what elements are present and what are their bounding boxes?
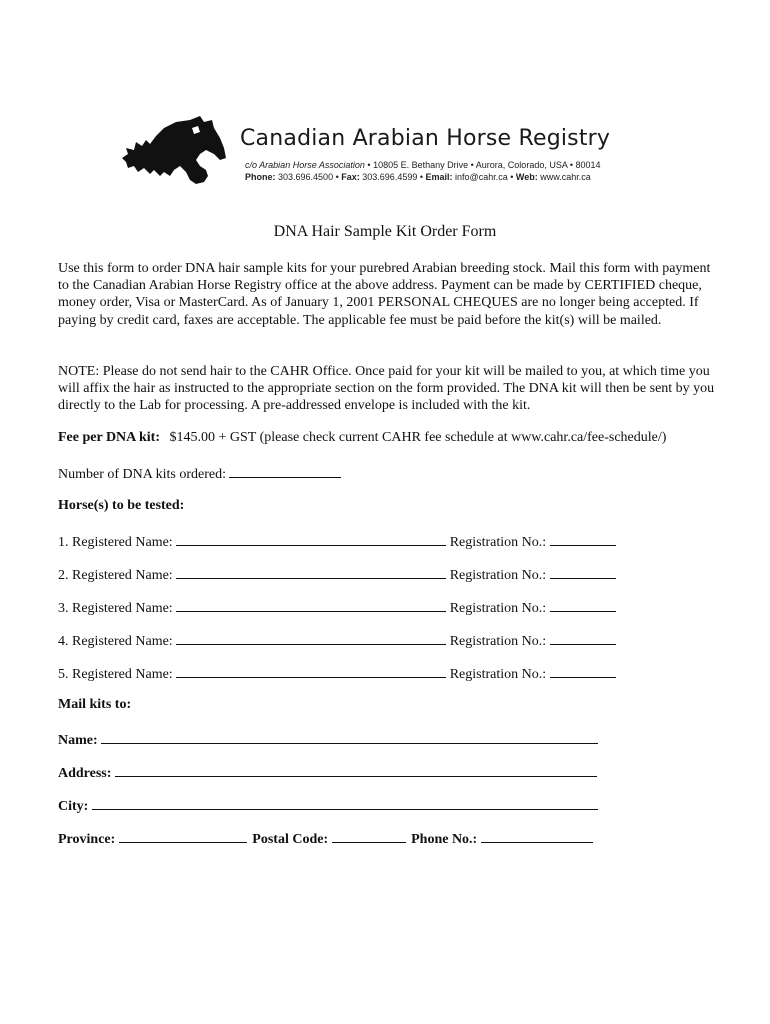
horse-row (58, 598, 616, 617)
horse-row (58, 631, 616, 650)
web-label: Web: (515, 172, 538, 182)
phone-no-field[interactable] (481, 829, 593, 843)
registration-no-field[interactable] (550, 631, 616, 645)
postal-code-field[interactable] (332, 829, 406, 843)
contact-info-line: Phone: 303.696.4500 • Fax: 303.696.4599 • Email: info@cahr.ca • Web: www.cahr.ca (245, 172, 591, 182)
email-address: info@cahr.ca (455, 172, 508, 182)
registration-no-field[interactable] (550, 598, 616, 612)
registration-no-label: Registration No.: (449, 601, 547, 616)
name-label: Name: (58, 733, 98, 748)
horse-row (58, 664, 616, 683)
province-label: Province: (58, 832, 116, 847)
registered-name-field[interactable] (176, 631, 446, 645)
email-label: Email: (425, 172, 453, 182)
fee-label: Fee per DNA kit: (58, 430, 160, 445)
note-paragraph: NOTE: Please do not send hair to the CAHR Office. Once paid for your kit will be mailed to you, at which time you will affix the hair as instructed to the appropriate section on the form provided. The DNA kit will then be sent by you directly to the Lab for processing. A pre-addressed envelope is included with the kit. (58, 364, 715, 414)
care-of: c/o Arabian Horse Association (245, 160, 365, 170)
kits-line (58, 464, 341, 483)
registration-no-label: Registration No.: (449, 634, 547, 649)
address-line (58, 763, 597, 782)
registration-no-field[interactable] (550, 664, 616, 678)
org-name: Canadian Arabian Horse Registry (240, 126, 611, 151)
province-line (58, 829, 593, 848)
registration-no-field[interactable] (550, 565, 616, 579)
intro-paragraph: Use this form to order DNA hair sample kits for your purebred Arabian breeding stock. Mail this form with payment to the Canadian Arabian Horse Registry office at the above address. Payment can be made by CERTIFIED cheque, money order, Visa or MasterCard. As of January 1, 2001 PERSONAL CHEQUES are no longer being accepted. If paying by credit card, faxes are acceptable. The applicable fee must be paid before the kit(s) will be mailed. (58, 261, 711, 328)
registered-name-label: 1. Registered Name: (58, 535, 173, 550)
city-field[interactable] (92, 796, 598, 810)
registered-name-field[interactable] (176, 664, 446, 678)
registered-name-field[interactable] (176, 565, 446, 579)
registered-name-field[interactable] (176, 598, 446, 612)
phone-label: Phone: (245, 172, 276, 182)
registered-name-label: 3. Registered Name: (58, 601, 173, 616)
city-label: City: (58, 799, 89, 814)
kits-label: Number of DNA kits ordered: (58, 467, 226, 482)
street-address: 10805 E. Bethany Drive • Aurora, Colorado, USA • 80014 (373, 160, 601, 170)
registered-name-field[interactable] (176, 532, 446, 546)
address-label: Address: (58, 766, 112, 781)
contact-address-line (245, 160, 601, 170)
registration-no-field[interactable] (550, 532, 616, 546)
mail-heading: Mail kits to: (58, 697, 132, 712)
horse-row (58, 565, 616, 584)
horse-row (58, 532, 616, 551)
address-field[interactable] (115, 763, 597, 777)
registration-no-label: Registration No.: (449, 667, 547, 682)
web-address: www.cahr.ca (540, 172, 591, 182)
bullet-separator: • (367, 160, 374, 170)
registered-name-label: 5. Registered Name: (58, 667, 173, 682)
registered-name-label: 2. Registered Name: (58, 568, 173, 583)
horses-heading: Horse(s) to be tested: (58, 498, 185, 513)
name-line (58, 730, 598, 749)
phone-number: 303.696.4500 (278, 172, 334, 182)
form-title: DNA Hair Sample Kit Order Form (273, 223, 497, 240)
fax-label: Fax: (341, 172, 360, 182)
fax-number: 303.696.4599 (362, 172, 418, 182)
fee-text: $145.00 + GST (please check current CAHR fee schedule at www.cahr.ca/fee-schedule/) (169, 430, 667, 445)
city-line (58, 796, 598, 815)
registration-no-label: Registration No.: (449, 535, 547, 550)
kits-count-field[interactable] (229, 464, 341, 478)
name-field[interactable] (101, 730, 598, 744)
phone-no-label: Phone No.: (411, 832, 478, 847)
fee-line (58, 430, 666, 446)
registered-name-label: 4. Registered Name: (58, 634, 173, 649)
postal-code-label: Postal Code: (252, 832, 329, 847)
province-field[interactable] (119, 829, 247, 843)
registration-no-label: Registration No.: (449, 568, 547, 583)
horse-head-logo (120, 114, 228, 186)
